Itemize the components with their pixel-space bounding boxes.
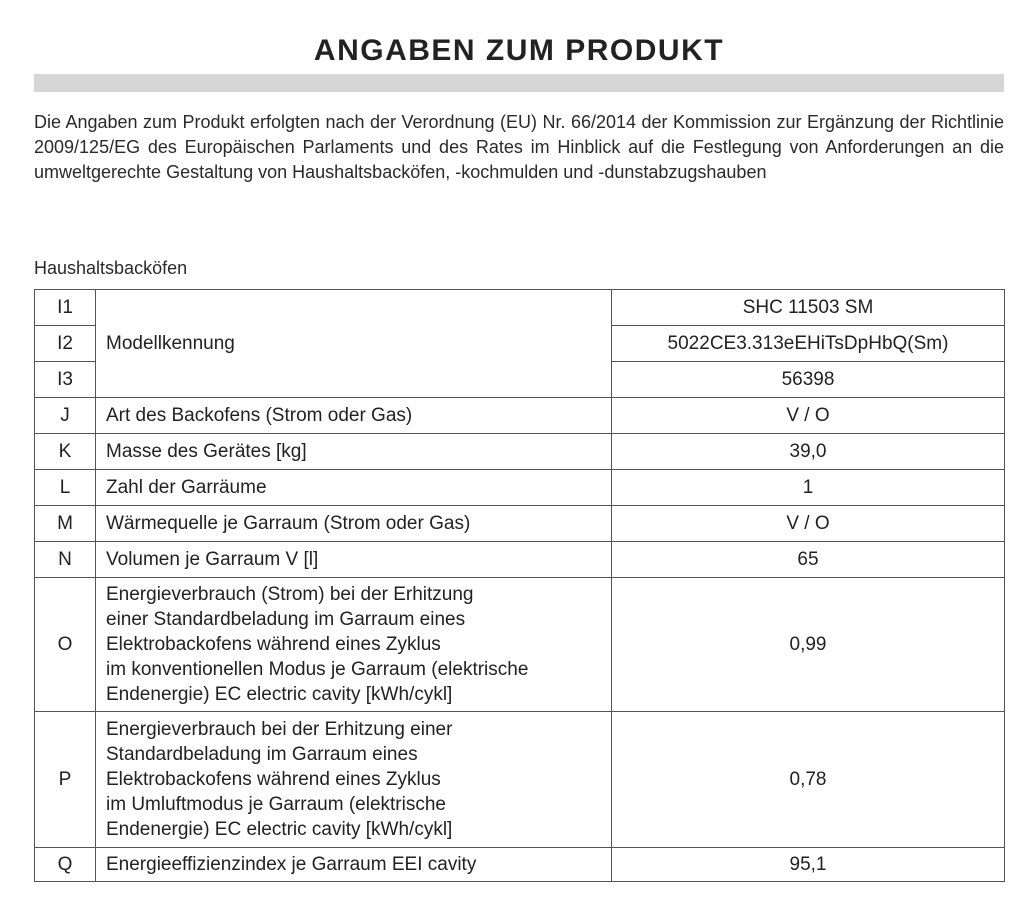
row-value: 95,1 xyxy=(612,848,1005,882)
section-label: Haushaltsbacköfen xyxy=(34,258,188,278)
row-value: 1 xyxy=(612,470,1005,506)
row-code: N xyxy=(35,542,96,578)
row-code: Q xyxy=(35,848,96,882)
row-code: K xyxy=(35,434,96,470)
row-label: Energieverbrauch bei der Erhitzung einer Standardbeladung im Garraum eines Elektrobackofens während eines Zyklus im Umluftmodus je Garraum (elektrische Endenergie) EC electric cavity [kWh/cykl] xyxy=(106,719,453,840)
row-value: 5022CE3.313eEHiTsDpHbQ(Sm) xyxy=(612,326,1005,362)
table-row-l xyxy=(35,470,1005,506)
row-label: Masse des Gerätes [kg] xyxy=(96,434,612,470)
intro-text: Die Angaben zum Produkt erfolgten nach der Verordnung (EU) Nr. 66/2014 der Kommission zur Ergänzung der Richtlinie 2009/125/EG des Europäischen Parlaments und des Rates im Hinblick auf die Festlegung von Anforderungen an die umweltgerechte Gestaltung von Haushaltsbacköfen, -kochmulden und -dunstabzugshauben xyxy=(34,112,1004,182)
table-row-i1 xyxy=(35,290,1005,326)
table-row-q xyxy=(35,848,1005,882)
row-label: Volumen je Garraum V [l] xyxy=(96,542,612,578)
row-label: Art des Backofens (Strom oder Gas) xyxy=(96,398,612,434)
table-row-m xyxy=(35,506,1005,542)
title-rule xyxy=(34,74,1004,92)
row-code: I2 xyxy=(35,326,96,362)
row-label: Zahl der Garräume xyxy=(96,470,612,506)
row-code: P xyxy=(35,712,96,848)
row-value: SHC 11503 SM xyxy=(612,290,1005,326)
row-value: V / O xyxy=(612,506,1005,542)
row-code: O xyxy=(35,578,96,712)
row-label: Wärmequelle je Garraum (Strom oder Gas) xyxy=(96,506,612,542)
table-row-p xyxy=(35,712,1005,848)
row-value: 56398 xyxy=(612,362,1005,398)
row-code: I1 xyxy=(35,290,96,326)
row-value: 0,78 xyxy=(612,712,1005,848)
product-data-table xyxy=(34,289,1005,882)
table-row-j xyxy=(35,398,1005,434)
row-label: Energieverbrauch (Strom) bei der Erhitzung einer Standardbeladung im Garraum eines Elektrobackofens während eines Zyklus im konventionellen Modus je Garraum (elektrische Endenergie) EC electric cavity [kWh/cykl] xyxy=(106,584,529,705)
row-value: 0,99 xyxy=(612,578,1005,712)
row-code: M xyxy=(35,506,96,542)
row-label: Energieeffizienzindex je Garraum EEI cavity xyxy=(96,848,612,882)
row-value: 65 xyxy=(612,542,1005,578)
row-code: I3 xyxy=(35,362,96,398)
table-row-k xyxy=(35,434,1005,470)
page-title: ANGABEN ZUM PRODUKT xyxy=(313,34,725,67)
row-value: V / O xyxy=(612,398,1005,434)
intro-paragraph xyxy=(34,110,1004,185)
row-label-cell xyxy=(96,712,612,848)
table-row-o xyxy=(35,578,1005,712)
row-code: L xyxy=(35,470,96,506)
table-row-n xyxy=(35,542,1005,578)
row-label-cell xyxy=(96,578,612,712)
model-label: Modellkennung xyxy=(96,290,612,398)
row-value: 39,0 xyxy=(612,434,1005,470)
row-code: J xyxy=(35,398,96,434)
